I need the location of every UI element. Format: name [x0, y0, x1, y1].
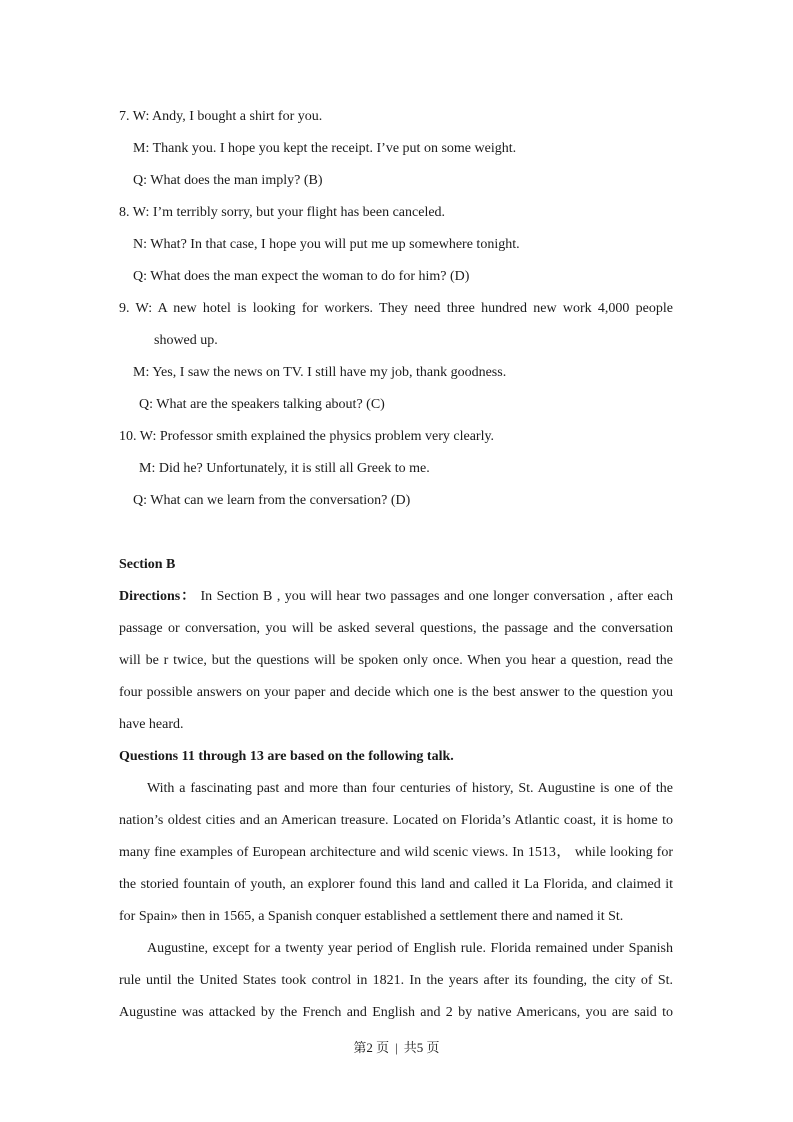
paragraph-1-line-5: for Spain» then in 1565, a Spanish conquer established a settlement there and named it St. — [119, 909, 624, 924]
paragraph-1-line-4: the storied fountain of youth, an explorer found this land and called it La Florida, and claimed it — [119, 877, 673, 892]
dialogue-7-woman: 7. W: Andy, I bought a shirt for you. — [119, 109, 323, 124]
footer-separator: | — [395, 1040, 398, 1055]
page-footer — [0, 1038, 793, 1058]
directions-label: Directions： — [119, 589, 197, 604]
dialogue-8-question: Q: What does the man expect the woman to do for him? (D) — [133, 269, 470, 284]
directions-line-2: passage or conversation, you will be asked several questions, the passage and the conversation — [119, 621, 673, 636]
directions-text: In Section B , you will hear two passages and one longer conversation , after each — [196, 589, 673, 604]
dialogue-10-woman: 10. W: Professor smith explained the physics problem very clearly. — [119, 429, 495, 444]
dialogue-7-man: M: Thank you. I hope you kept the receipt. I’ve put on some weight. — [133, 141, 517, 156]
page-number: 第2 页 — [353, 1040, 390, 1055]
paragraph-2-line-2: rule until the United States took control in 1821. In the years after its founding, the city of St. — [119, 973, 673, 988]
paragraph-1-line-1: With a fascinating past and more than four centuries of history, St. Augustine is one of the — [147, 781, 673, 796]
page-content — [119, 101, 673, 1029]
total-pages: 共5 页 — [403, 1040, 440, 1055]
spacer — [119, 517, 673, 549]
dialogue-9-question: Q: What are the speakers talking about? (C) — [139, 397, 385, 412]
dialogue-8-woman: 8. W: I’m terribly sorry, but your flight has been canceled. — [119, 205, 446, 220]
dialogue-7-question: Q: What does the man imply? (B) — [133, 173, 323, 188]
dialogue-10-question: Q: What can we learn from the conversation? (D) — [133, 493, 411, 508]
directions-line-5: have heard. — [119, 717, 184, 732]
dialogue-8-man: N: What? In that case, I hope you will put me up somewhere tonight. — [133, 237, 520, 252]
directions-line-4: four possible answers on your paper and decide which one is the best answer to the question you — [119, 685, 673, 700]
paragraph-2-line-1: Augustine, except for a twenty year period of English rule. Florida remained under Spanish — [147, 941, 673, 956]
questions-heading: Questions 11 through 13 are based on the following talk. — [119, 749, 454, 764]
directions-line-1 — [119, 581, 673, 613]
dialogue-10-man: M: Did he? Unfortunately, it is still all Greek to me. — [139, 461, 430, 476]
paragraph-2-line-3: Augustine was attacked by the French and English and 2 by native Americans, you are said to — [119, 1005, 673, 1020]
directions-line-3: will be r twice, but the questions will be spoken only once. When you hear a question, read the — [119, 653, 673, 668]
section-b-title: Section B — [119, 557, 176, 572]
dialogue-9-woman: 9. W: A new hotel is looking for workers. They need three hundred new work 4,000 people — [119, 301, 673, 316]
dialogue-9-man: M: Yes, I saw the news on TV. I still have my job, thank goodness. — [133, 365, 507, 380]
dialogue-9-woman-cont: showed up. — [154, 333, 218, 348]
paragraph-1-line-3: many fine examples of European architecture and wild scenic views. In 1513， while looking for — [119, 845, 673, 860]
paragraph-1-line-2: nation’s oldest cities and an American treasure. Located on Florida’s Atlantic coast, it is home to — [119, 813, 673, 828]
